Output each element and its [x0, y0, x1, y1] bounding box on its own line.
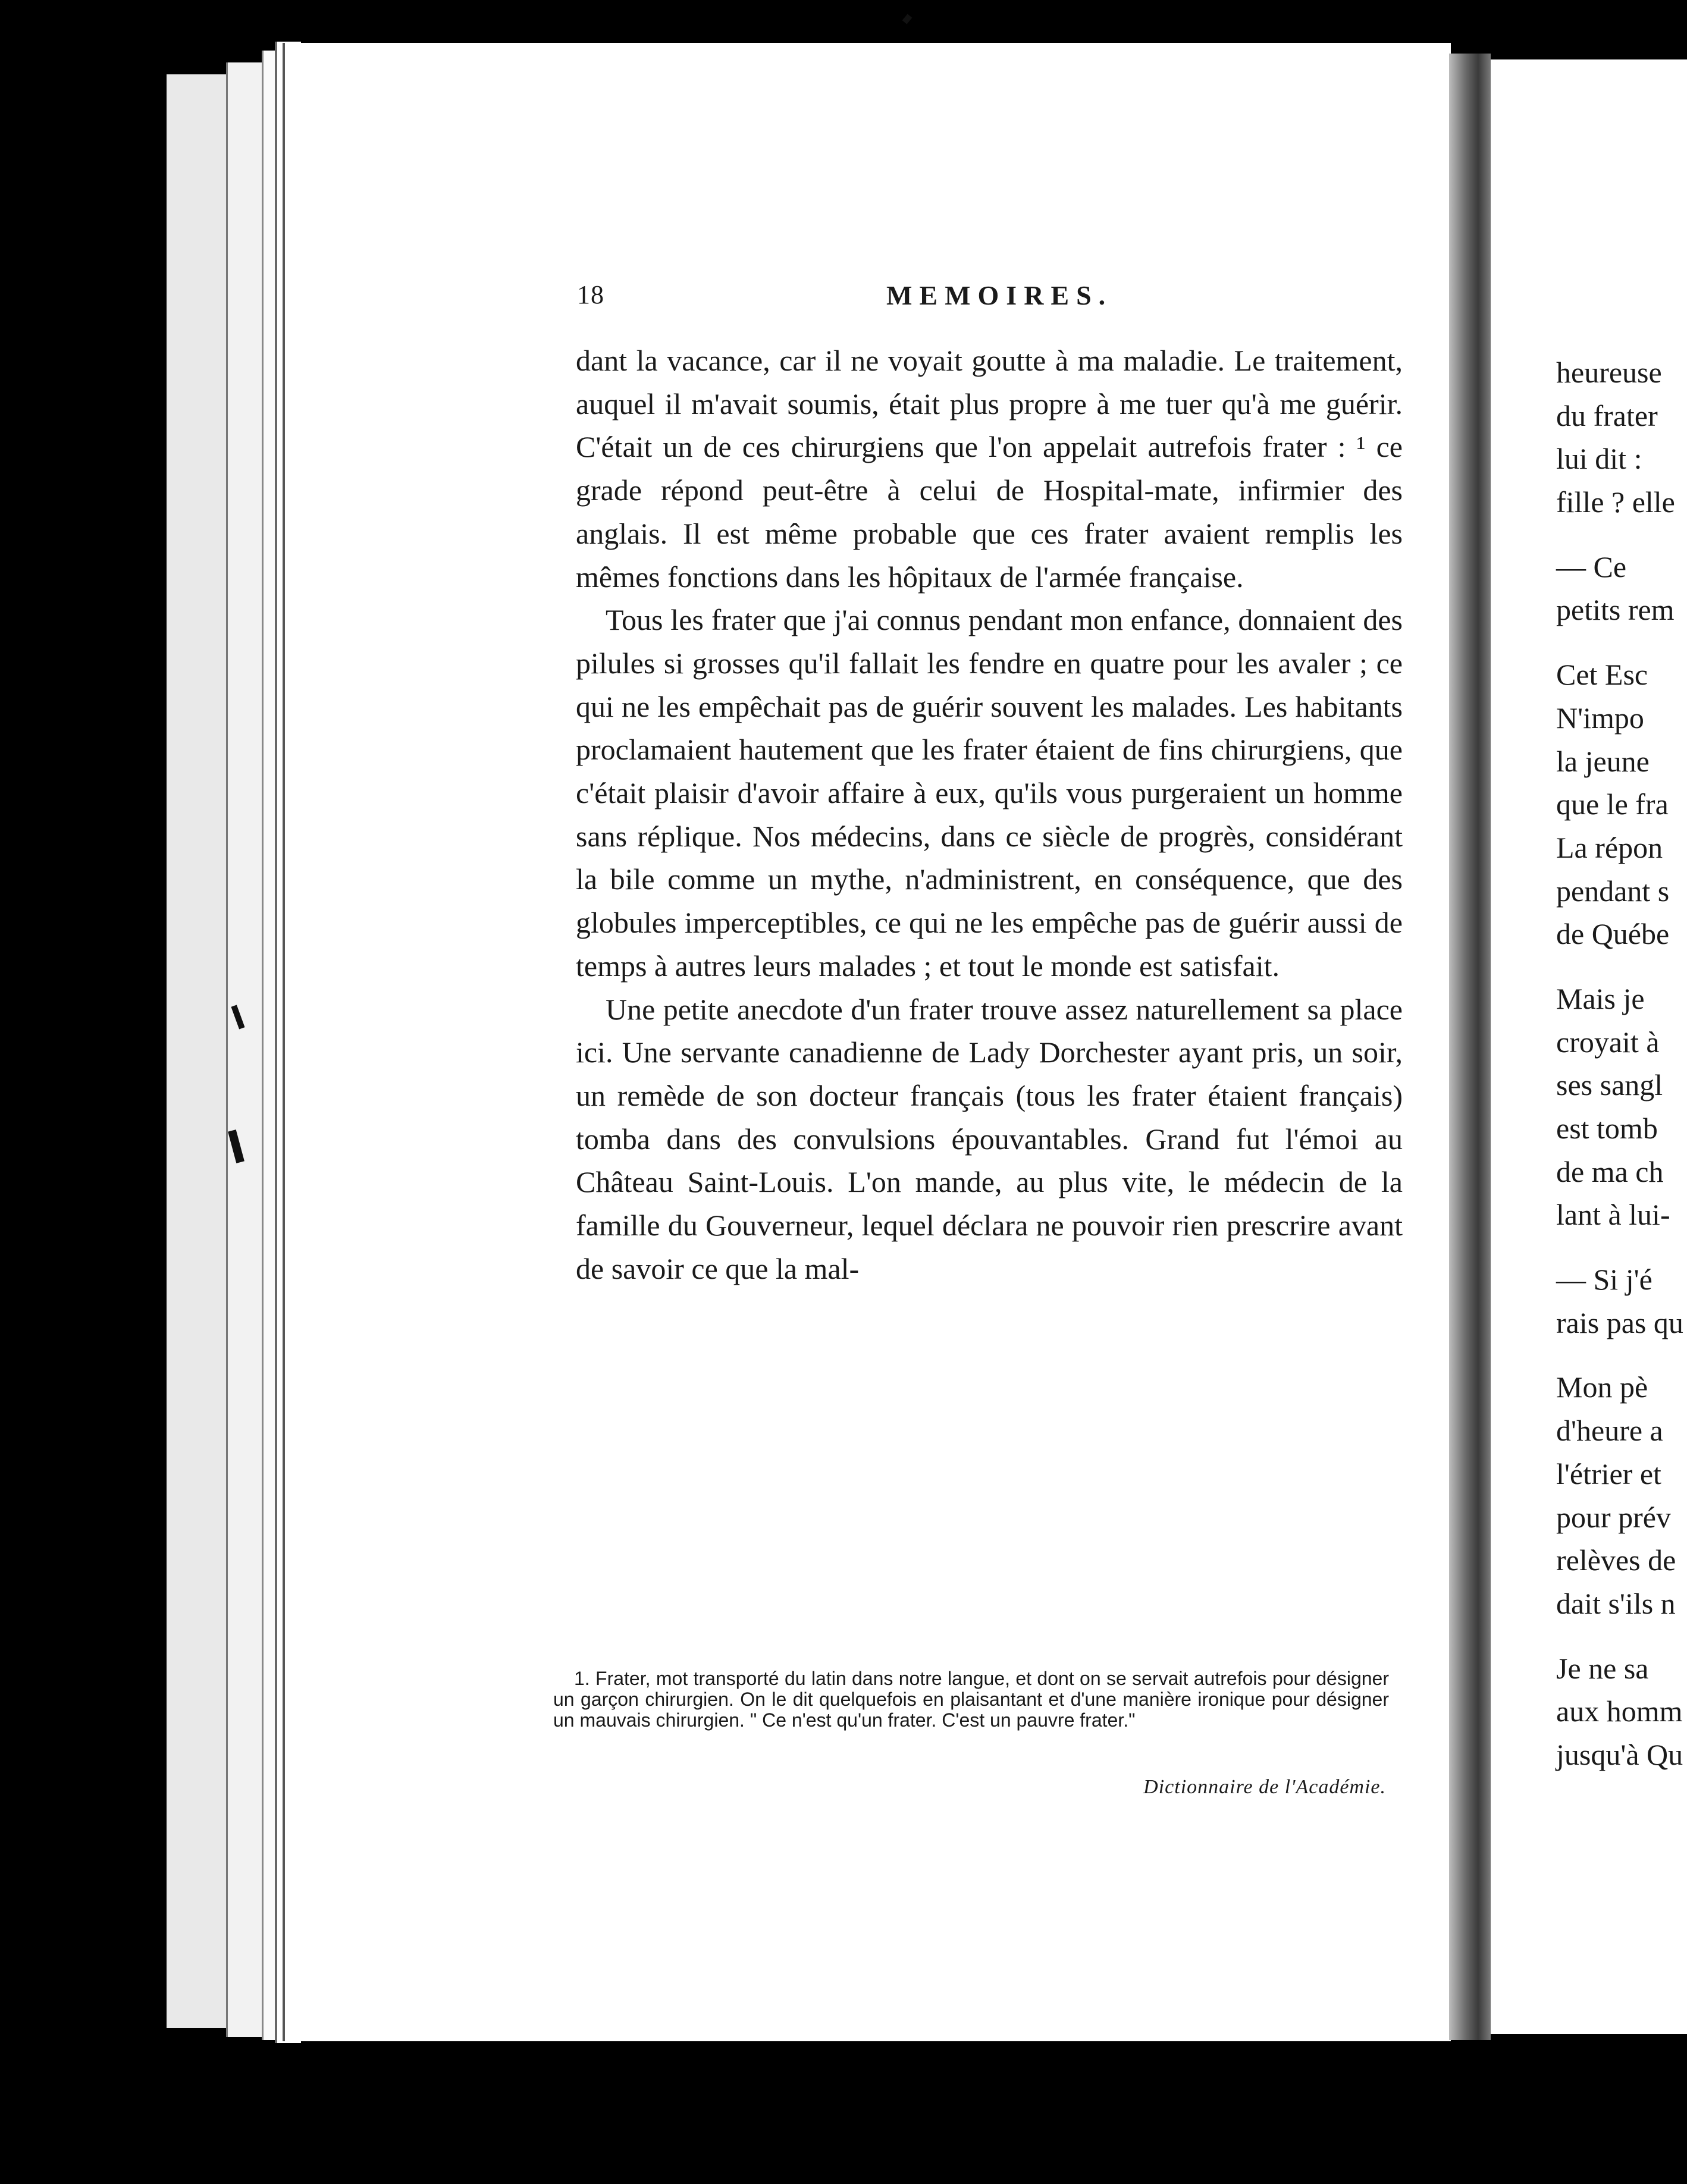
facing-page-line: relèves de: [1556, 1543, 1676, 1577]
line-gap: [1556, 524, 1687, 545]
facing-page-line: rais pas qu: [1556, 1306, 1683, 1339]
line-gap: [1556, 1344, 1687, 1366]
facing-page-line: La répon: [1556, 830, 1663, 864]
line-gap: [1556, 956, 1687, 977]
footnote-text: 1. Frater, mot transporté du latin dans notre langue, et dont on se servait autrefois pour désigner un garçon chirurgien. On le dit quelquefois en plaisantant et d'une manière ironique pour désigner un mauvais chirurgien. " Ce n'est qu'un frater. C'est un pauvre frater.": [553, 1668, 1389, 1731]
page-header: [577, 280, 1398, 315]
facing-page-line: aux homm: [1556, 1695, 1683, 1728]
facing-page-line: dait s'ils n: [1556, 1586, 1676, 1620]
facing-page-line: ses sangl: [1556, 1068, 1663, 1102]
facing-page-text: [1556, 351, 1687, 1777]
facing-page-line: croyait à: [1556, 1025, 1660, 1059]
facing-page-line: N'impo: [1556, 701, 1644, 735]
facing-page-line: jusqu'à Qu: [1556, 1737, 1683, 1771]
facing-page-line: lui dit :: [1556, 442, 1642, 476]
facing-page-line: pour prév: [1556, 1500, 1671, 1534]
facing-page-line: est tomb: [1556, 1112, 1658, 1145]
facing-page-line: Mon pè: [1556, 1370, 1648, 1404]
facing-page-line: de ma ch: [1556, 1154, 1664, 1188]
facing-page-line: petits rem: [1556, 593, 1675, 627]
line-gap: [1556, 1237, 1687, 1258]
facing-page-line: Cet Esc: [1556, 658, 1648, 692]
facing-page-line: pendant s: [1556, 874, 1670, 908]
paragraph: Tous les frater que j'ai connus pendant mon enfance, donnaient des pilules si grosses qu'il fallait les fendre en quatre pour les avaler ; ce qui ne les empêchait pas de guérir souvent les malades. Les habitants proclamaient hautement que les frater étaient de fins chirurgiens, que c'était plaisir d'avoir affaire à eux, qu'ils vous purgeraient un homme sans réplique. Nos médecins, dans ce siècle de progrès, considérant la bile comme un mythe, n'administrent, en conséquence, que des globules imperceptibles, ce qui ne les empêche pas de guérir aussi de temps à autres leurs malades ; et tout le monde est satisfait.: [576, 603, 1403, 983]
facing-page-line: heureuse: [1556, 356, 1662, 389]
book-gutter: [1449, 54, 1491, 2040]
body-text: [576, 339, 1403, 1290]
facing-page-line: la jeune: [1556, 744, 1650, 778]
facing-page-line: — Si j'é: [1556, 1263, 1652, 1297]
facing-page-line: — Ce: [1556, 550, 1627, 583]
facing-page-line: d'heure a: [1556, 1414, 1663, 1448]
page-number: 18: [577, 280, 604, 309]
footnote: [553, 1668, 1389, 1731]
facing-page-line: lant à lui-: [1556, 1198, 1670, 1232]
facing-page-line: l'étrier et: [1556, 1457, 1661, 1490]
running-title: MEMOIRES.: [886, 280, 1113, 310]
facing-page-line: que le fra: [1556, 787, 1669, 821]
facing-page-line: du frater: [1556, 398, 1658, 432]
line-gap: [1556, 632, 1687, 653]
paragraph: dant la vacance, car il ne voyait goutte à ma maladie. Le traitement, auquel il m'avait soumis, était plus propre à me tuer qu'à me guérir. C'était un de ces chirurgiens que l'on appelait autrefois frater : ¹ ce grade répond peut-être à celui de Hospital-mate, infirmier des anglais. Il est même probable que ces frater avaient remplis les mêmes fonctions dans les hôpitaux de l'armée française.: [576, 344, 1403, 594]
facing-page-line: fille ? elle: [1556, 485, 1675, 519]
line-gap: [1556, 1626, 1687, 1647]
facing-page-line: Mais je: [1556, 981, 1645, 1015]
paragraph: Une petite anecdote d'un frater trouve assez naturellement sa place ici. Une servante canadienne de Lady Dorchester ayant pris, un soir, un remède de son docteur français (tous les frater étaient français) tomba dans des convulsions épouvantables. Grand fut l'émoi au Château Saint-Louis. L'on mande, au plus vite, le médecin de la famille du Gouverneur, lequel déclara ne pouvoir rien prescrire avant de savoir ce que la mal-: [576, 992, 1403, 1285]
footnote-source: Dictionnaire de l'Académie.: [1143, 1776, 1386, 1798]
scan-mark: [902, 14, 913, 24]
facing-page-line: Je ne sa: [1556, 1651, 1649, 1685]
facing-page-line: de Québe: [1556, 917, 1670, 951]
